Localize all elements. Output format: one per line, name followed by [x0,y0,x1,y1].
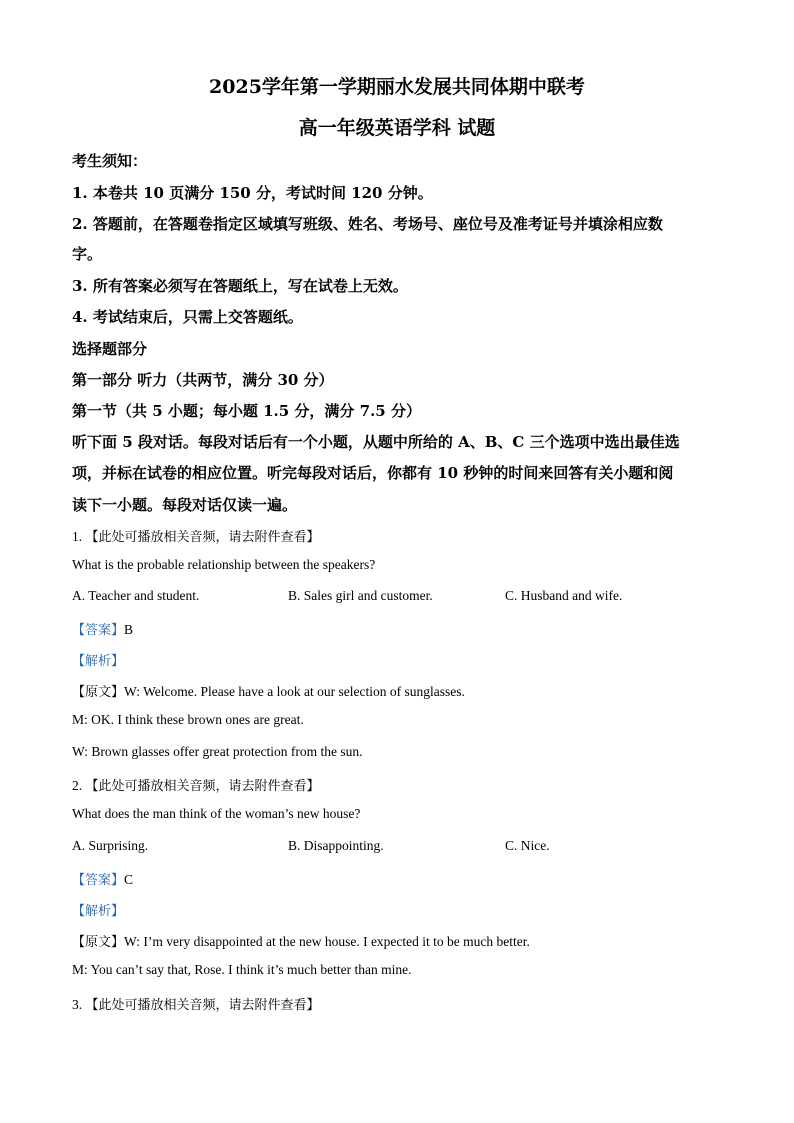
transcript-text: W: I’m very disappointed at the new house. I expected it to be much better. [124,934,530,949]
question-number: 2. [72,778,83,793]
section-part: 选择题部分 [72,340,148,358]
option-a: A. Teacher and student. [72,588,200,603]
answer-line [72,869,133,888]
transcript-line: W: Brown glasses offer great protection from the sun. [72,744,363,759]
option-c: C. Husband and wife. [505,588,623,603]
instruction-line: 读下一小题。每段对话仅读一遍。 [72,496,298,514]
section-sub1: 第一节（共 5 小题；每小题 1.5 分，满分 7.5 分） [72,402,421,420]
question-header [72,994,320,1013]
original-label: 【原文】 [72,685,125,700]
question-stem: What is the probable relationship between the speakers? [72,557,376,572]
instruction-line: 听下面 5 段对话。每段对话后有一个小题，从题中所给的 A、B、C 三个选项中选出最佳选 [72,433,680,451]
exam-title: 2025学年第一学期丽水发展共同体期中联考 [209,76,585,98]
notice-item: 4. 考试结束后，只需上交答题纸。 [72,308,303,326]
instruction-line: 项，并标在试卷的相应位置。听完每段对话后，你都有 10 秒钟的时间来回答有关小题和阅 [72,464,674,482]
notice-heading: 考生须知： [72,152,148,170]
exam-subtitle: 高一年级英语学科 试题 [298,117,496,139]
question-header [72,526,320,545]
option-a: A. Surprising. [72,838,149,853]
notice-item: 2. 答题前，在答题卷指定区域填写班级、姓名、考场号、座位号及准考证号并填涂相应数 [72,215,663,233]
section-part1: 第一部分 听力（共两节，满分 30 分） [72,371,334,389]
option-c: C. Nice. [505,838,550,853]
audio-note: 【此处可播放相关音频，请去附件查看】 [85,779,320,794]
notice-item: 字。 [72,245,103,263]
transcript-line [72,931,530,950]
question-number: 3. [72,997,83,1012]
transcript-text: W: Welcome. Please have a look at our selection of sunglasses. [124,684,465,699]
answer-value: C [124,872,134,887]
notice-item: 3. 所有答案必须写在答题纸上，写在试卷上无效。 [72,277,408,295]
answer-value: B [124,622,134,637]
transcript-line: M: You can’t say that, Rose. I think it’s much better than mine. [72,962,412,977]
option-b: B. Disappointing. [288,838,384,853]
transcript-line: M: OK. I think these brown ones are great. [72,712,304,727]
audio-note: 【此处可播放相关音频，请去附件查看】 [85,998,320,1013]
analysis-label: 【解析】 [72,904,125,919]
analysis-label: 【解析】 [72,654,125,669]
answer-label: 【答案】 [72,623,125,638]
option-b: B. Sales girl and customer. [288,588,433,603]
original-label: 【原文】 [72,935,125,950]
notice-item: 1. 本卷共 10 页满分 150 分，考试时间 120 分钟。 [72,184,433,202]
question-header [72,775,320,794]
audio-note: 【此处可播放相关音频，请去附件查看】 [85,530,320,545]
transcript-line [72,681,465,700]
answer-label: 【答案】 [72,873,125,888]
question-number: 1. [72,529,83,544]
answer-line [72,619,133,638]
question-stem: What does the man think of the woman’s new house? [72,806,361,821]
